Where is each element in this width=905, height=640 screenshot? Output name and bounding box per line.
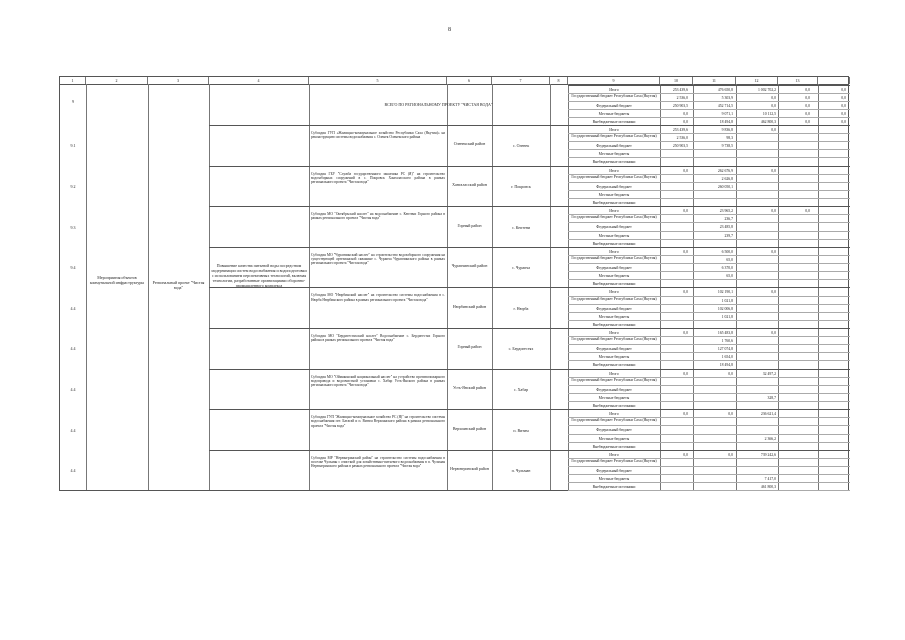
funding-source: Итого	[609, 209, 619, 214]
amount-v11: 1 021,8	[721, 298, 733, 303]
funding-source: Итого	[609, 290, 619, 295]
funding-block	[568, 409, 850, 450]
amount-v10: 253 439,6	[672, 128, 688, 132]
row-number: 4.4	[70, 386, 76, 392]
funding-row	[568, 256, 850, 264]
funding-source: Внебюджетные источники	[592, 363, 636, 368]
amount-v11: 1 021,8	[721, 314, 733, 319]
page-number: 8	[448, 27, 451, 33]
funding-row	[568, 370, 850, 378]
header-cell: 11	[693, 77, 736, 84]
project-description: Субсидия ГУП «Жилищно-коммунальное хозяйство Республики Саха (Якутия)» на реконструкцию системы водоснабжения с. Оленек Оленекского района	[311, 131, 445, 140]
amount-v12: 1 002 702,2	[757, 88, 776, 92]
amount-v11: 23 485,8	[719, 225, 733, 230]
amount-v11: 452 714,5	[717, 104, 733, 108]
funding-row	[568, 297, 850, 305]
funding-source: Итого	[609, 249, 619, 254]
funding-row	[568, 337, 850, 345]
funding-source: Местные бюджеты	[598, 233, 630, 238]
funding-row	[568, 264, 850, 272]
amount-v13: 0,0	[805, 112, 810, 116]
amount-v10: 0,0	[683, 331, 688, 335]
row-number: 9.4	[70, 265, 76, 271]
funding-row	[568, 345, 850, 353]
funding-source: Местные бюджеты	[598, 112, 630, 116]
funding-source: Итого	[609, 88, 619, 92]
project-description: Субсидия МР "Нерюнгринский район" на строительство системы водоснабжения в поселке Чульман с очисткой для хозяйственно-питьевого водоснабжения в п. Чульман Нерюнгринского района в рамках регионального проекта "Чистая вода"	[311, 455, 445, 469]
settlement-name: с. Кептени	[511, 224, 530, 230]
amount-v13: 0,0	[805, 88, 810, 92]
amount-v11: 2 626,8	[721, 176, 733, 181]
funding-block	[568, 287, 850, 328]
amount-v12: 0,0	[771, 128, 776, 132]
project-description: Субсидия ГУП "Жилищно-коммунальное хозяйство РС (Я)" на строительство системы водоснабжения пгт. Батагай и п. Витим Верхоянского района в рамках регионального проекта "Чистая вода"	[311, 415, 445, 428]
amount-v13: 0,0	[805, 120, 810, 124]
funding-source: Итого	[609, 452, 619, 457]
amount-v10: 0,0	[683, 412, 688, 417]
funding-row	[568, 86, 850, 94]
funding-source: Внебюджетные источники	[592, 120, 636, 124]
header-cell: 6	[447, 77, 492, 84]
funding-row	[568, 167, 850, 175]
funding-row	[568, 215, 850, 223]
amount-v11: 476 650,8	[717, 88, 733, 92]
amount-v11: 9 071,1	[721, 112, 733, 116]
amount-v12: 739 242,6	[760, 452, 776, 457]
funding-source: Итого	[609, 331, 619, 335]
amount-v11: 1 760,6	[721, 339, 733, 344]
funding-row	[568, 94, 850, 102]
funding-row	[568, 191, 850, 199]
funding-source: Итого	[609, 371, 619, 376]
amount-v12: 7 417,0	[764, 477, 776, 482]
header-cell: 1	[60, 77, 86, 84]
funding-row	[568, 288, 850, 296]
project-description: Субсидия МО "Оймяконский национальный наслег" на устройство противопожарного водопровода и водоочистной установки с. Хабар Усть-Янского района в рамках регионального проекта "Чистая вода"	[311, 374, 445, 388]
funding-row	[568, 435, 850, 443]
settlement-name: п. Витим	[513, 427, 529, 433]
funding-block	[568, 206, 850, 247]
amount-v14: 0,0	[841, 88, 846, 92]
funding-row	[568, 102, 850, 110]
funding-row	[568, 232, 850, 240]
amount-v11: 5 303,9	[721, 96, 733, 100]
section-title: ВСЕГО ПО РЕГИОНАЛЬНОМУ ПРОЕКТУ "ЧИСТАЯ ВОДА"	[384, 102, 493, 107]
funding-row	[568, 451, 850, 459]
amount-v12: 328,7	[767, 395, 776, 400]
amount-v12: 10 112,5	[762, 112, 776, 116]
funding-row	[568, 248, 850, 256]
amount-v11: 0,0	[728, 412, 733, 417]
funding-row	[568, 459, 850, 467]
row-number: 4.4	[70, 305, 76, 311]
amount-v10: 0,0	[683, 249, 688, 254]
funding-source: Федеральный бюджет	[596, 347, 632, 352]
settlement-name: п. Чульман	[511, 468, 531, 474]
funding-row	[568, 329, 850, 337]
amount-v11: 102 006,8	[717, 306, 733, 311]
amount-v10: 250 903,5	[672, 144, 688, 149]
funding-row	[568, 410, 850, 418]
funding-source: Итого	[609, 412, 619, 417]
district-name: Хангаласский район	[452, 181, 487, 187]
amount-v10: 2 536,0	[676, 136, 688, 141]
funding-source: Федеральный бюджет	[596, 225, 632, 230]
district-name: Верхоянский район	[452, 425, 487, 431]
funding-source: Государственный бюджет Республики Саха (Якутия)	[571, 94, 657, 98]
header-cell: 4	[209, 77, 309, 84]
funding-row	[568, 353, 850, 361]
amount-v11: 127 074,8	[717, 347, 733, 352]
amount-v11: 9 836,8	[721, 128, 733, 132]
header-cell: 3	[148, 77, 209, 84]
district-name: Горный район	[457, 222, 482, 228]
project-description: Субсидия МО "Октябрьский наслег" на водоснабжение с. Кептени Горного района в рамках регионального проекта "Чистая вода"	[311, 212, 445, 221]
amount-v12: 0,0	[771, 104, 776, 108]
header-cell	[818, 77, 850, 84]
amount-v10: 2 536,0	[676, 96, 688, 100]
amount-v10: 0,0	[683, 371, 688, 376]
header-cell: 8	[550, 77, 568, 84]
funding-row	[568, 142, 850, 150]
amount-v10: 0,0	[683, 290, 688, 295]
amount-v12: 461 800,3	[760, 485, 776, 490]
amount-v11: 0,0	[728, 371, 733, 376]
amount-v12: 0,0	[771, 290, 776, 295]
district-name: Усть-Янский район	[453, 384, 486, 390]
funding-source: Государственный бюджет Республики Саха (Якутия)	[571, 377, 657, 382]
amount-v10: 253 439,6	[672, 88, 688, 92]
amount-v11: 18 494,8	[719, 363, 733, 368]
project-description: Субсидия МО "Нюрбинский наслег" на строительство системы водоснабжения в с. Нюрба Нюрбинского района в рамках регионального проекта "Чистая вода"	[311, 293, 445, 302]
amount-v14: 0,0	[841, 112, 846, 116]
funding-block	[568, 328, 850, 369]
amount-v11: 65,0	[726, 257, 733, 262]
amount-v11: 18 494,8	[719, 120, 733, 124]
header-cell: 2	[86, 77, 148, 84]
project-label: Региональный проект "Чистая вода"	[152, 280, 205, 290]
funding-row	[568, 313, 850, 321]
funding-source: Государственный бюджет Республики Саха (Якутия)	[571, 134, 657, 139]
funding-source: Государственный бюджет Республики Саха (Якутия)	[571, 418, 657, 423]
funding-source: Государственный бюджет Республики Саха (Якутия)	[571, 296, 657, 301]
amount-v11: 9 738,5	[721, 144, 733, 149]
row-number: 4.4	[70, 427, 76, 433]
settlement-name: с. Хабар	[513, 386, 529, 392]
amount-v11: 6 500,0	[721, 249, 733, 254]
funding-row	[568, 134, 850, 142]
settlement-name: с. Оленек	[512, 143, 530, 149]
funding-source: Внебюджетные источники	[592, 241, 636, 246]
amount-v12: 0,0	[771, 168, 776, 173]
amount-v11: 65,0	[726, 274, 733, 279]
amount-v10: 0,0	[683, 209, 688, 214]
funding-row	[568, 467, 850, 475]
amount-v10: 0,0	[683, 168, 688, 173]
funding-row	[568, 394, 850, 402]
row-number: 9.2	[70, 183, 76, 189]
amount-v12: 2 366,2	[764, 436, 776, 441]
settlement-name: г. Нюрба	[513, 305, 529, 311]
funding-source: Внебюджетные источники	[592, 404, 636, 409]
funding-row	[568, 223, 850, 231]
funding-source: Внебюджетные источники	[592, 485, 636, 490]
amount-v11: 239,7	[724, 233, 733, 238]
amount-v10: 0,0	[683, 112, 688, 116]
funding-source: Федеральный бюджет	[596, 469, 632, 474]
row-number: 4.4	[70, 468, 76, 474]
funding-source: Внебюджетные источники	[592, 160, 636, 165]
column-line	[86, 84, 87, 490]
funding-source: Местные бюджеты	[598, 274, 630, 279]
funding-row	[568, 175, 850, 183]
funding-row	[568, 207, 850, 215]
header-cell: 5	[309, 77, 447, 84]
row-number: 9.3	[70, 224, 76, 230]
amount-v11: 165 483,8	[717, 331, 733, 335]
funding-block	[568, 369, 850, 410]
funding-source: Местные бюджеты	[598, 152, 630, 157]
project-description: Субсидия ГБУ "Служба государственного заказчика РС (Я)" на строительство водозаборных сооружений в с. Покровск Хангаласского района в рамках регионального проекта "Чистая вода"	[311, 171, 445, 185]
funding-row	[568, 272, 850, 280]
funding-source: Внебюджетные источники	[592, 444, 636, 449]
funding-source: Государственный бюджет Республики Саха (Якутия)	[571, 215, 657, 220]
table-header	[60, 77, 848, 85]
funding-source: Федеральный бюджет	[596, 104, 632, 108]
budget-table	[59, 76, 849, 491]
funding-source: Итого	[609, 168, 619, 173]
funding-source: Федеральный бюджет	[596, 387, 632, 392]
funding-row	[568, 378, 850, 386]
amount-v11: 0,0	[728, 452, 733, 457]
funding-source: Федеральный бюджет	[596, 266, 632, 271]
funding-source: Внебюджетные источники	[592, 282, 636, 287]
amount-v11: 260 050,1	[717, 184, 733, 189]
funding-source: Федеральный бюджет	[596, 184, 632, 189]
funding-source: Государственный бюджет Республики Саха (Якутия)	[571, 174, 657, 179]
funding-source: Местные бюджеты	[598, 436, 630, 441]
funding-source: Местные бюджеты	[598, 477, 630, 482]
amount-v12: 0,0	[771, 96, 776, 100]
district-name: Нерюнгринский район	[450, 466, 489, 472]
district-name: Оленекский район	[453, 141, 486, 147]
funding-source: Местные бюджеты	[598, 395, 630, 400]
settlement-name: с. Чурапча	[511, 265, 531, 271]
funding-row	[568, 183, 850, 191]
funding-source: Местные бюджеты	[598, 355, 630, 360]
funding-source: Внебюджетные источники	[592, 201, 636, 206]
funding-source: Федеральный бюджет	[596, 428, 632, 433]
amount-v14: 0,0	[841, 104, 846, 108]
funding-row	[568, 426, 850, 434]
district-name: Горный район	[457, 344, 482, 350]
funding-block	[568, 125, 850, 166]
funding-row	[568, 150, 850, 158]
amount-v14: 0,0	[841, 96, 846, 100]
amount-v12: 462 800,3	[760, 120, 776, 124]
amount-v12: 236 621,4	[760, 412, 776, 417]
header-cell: 9	[568, 77, 660, 84]
funding-source: Итого	[609, 128, 619, 132]
amount-v11: 102 190,1	[717, 290, 733, 295]
funding-row	[568, 483, 850, 491]
funding-source: Государственный бюджет Республики Саха (Якутия)	[571, 255, 657, 260]
funding-row	[568, 126, 850, 134]
amount-v10: 250 903,5	[672, 104, 688, 108]
funding-source: Внебюджетные источники	[592, 322, 636, 327]
funding-row	[568, 475, 850, 483]
amount-v13: 0,0	[805, 96, 810, 100]
funding-source: Федеральный бюджет	[596, 144, 632, 149]
amount-v13: 0,0	[805, 209, 810, 214]
district-name: Нюрбинский район	[452, 303, 487, 309]
amount-v14: 0,0	[841, 120, 846, 124]
funding-source: Местные бюджеты	[598, 192, 630, 197]
amount-v11: 262 676,9	[717, 168, 733, 173]
project-description: Субсидия МО "Чурапчинский наслег" на строительство водозаборного сооружения на существующей артезианской скважине с. Чурапча Чурапчинского района в рамках регионального проекта "Чистая вода"	[311, 252, 445, 266]
amount-v12: 0,0	[771, 331, 776, 335]
direction-label: Мероприятия объектов коммунальной инфраструктуры	[89, 275, 145, 285]
header-cell: 7	[492, 77, 550, 84]
settlement-name: с. Бердигестях	[508, 346, 534, 352]
project-description: Субсидия МО "Бердигестяхский наслег" Водоснабжение с. Бердигестях Горного района в рамках регионального проекта "Чистая вода"	[311, 334, 445, 343]
funding-source: Государственный бюджет Республики Саха (Якутия)	[571, 458, 657, 463]
settlement-name: г. Покровск	[511, 183, 531, 189]
amount-v11: 1 654,0	[721, 355, 733, 360]
row-number: 9	[72, 99, 74, 104]
funding-source: Государственный бюджет Республики Саха (Якутия)	[571, 337, 657, 342]
funding-source: Федеральный бюджет	[596, 306, 632, 311]
amount-v11: 98,3	[726, 136, 733, 141]
funding-source: Местные бюджеты	[598, 314, 630, 319]
funding-row	[568, 110, 850, 118]
funding-block	[568, 166, 850, 207]
district-name: Чурапчинский район	[451, 263, 488, 269]
amount-v13: 0,0	[805, 104, 810, 108]
amount-v10: 0,0	[683, 452, 688, 457]
amount-v10: 0,0	[683, 120, 688, 124]
header-cell: 10	[660, 77, 693, 84]
header-cell: 13	[778, 77, 818, 84]
amount-v11: 6 370,0	[721, 266, 733, 271]
funding-block	[568, 247, 850, 288]
funding-row	[568, 305, 850, 313]
row-number: 4.4	[70, 346, 76, 352]
amount-v12: 32 497,2	[762, 371, 776, 376]
amount-v12: 0,0	[771, 209, 776, 214]
funding-row	[568, 386, 850, 394]
funding-row	[568, 418, 850, 426]
row-number: 9.1	[70, 143, 76, 149]
goal-label: Повышение качества питьевой воды посредством модернизации систем водоснабжения и водоподготовки с использованием перспективных технологий, включая технологии, разработанные организациями оборонно-промышленного комплекса	[211, 263, 307, 288]
funding-block	[568, 85, 850, 125]
amount-v11: 236,7	[724, 217, 733, 222]
amount-v11: 23 965,2	[719, 209, 733, 214]
header-cell: 12	[736, 77, 778, 84]
funding-block	[568, 450, 850, 491]
amount-v12: 0,0	[771, 249, 776, 254]
